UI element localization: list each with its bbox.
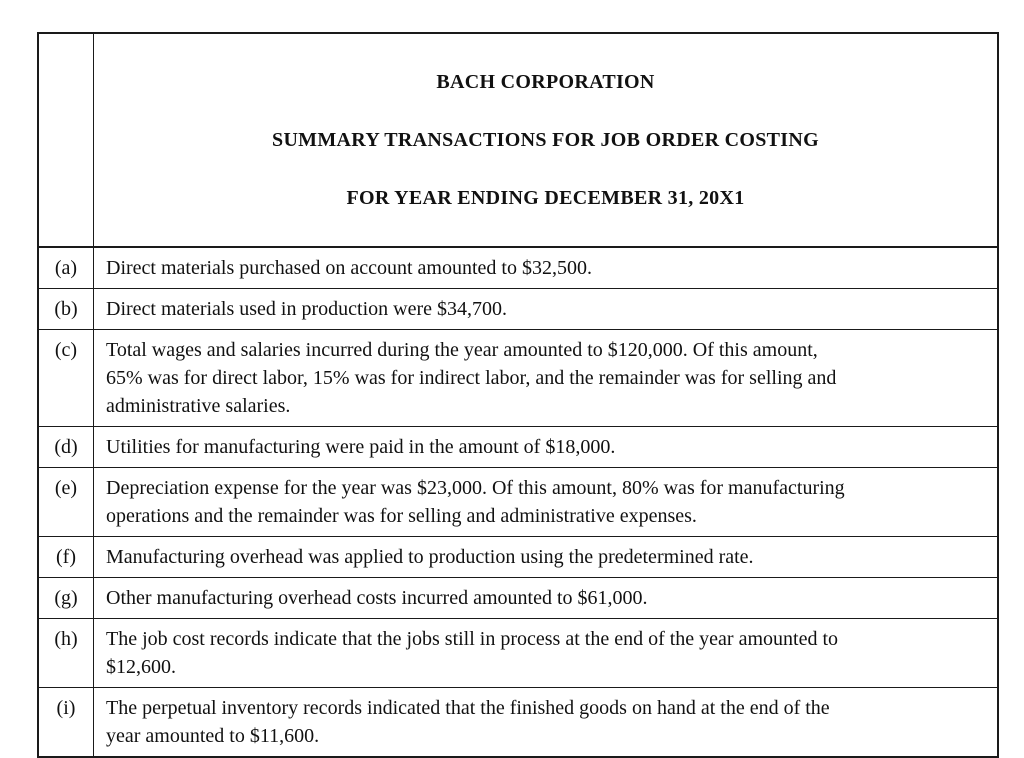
report-title: SUMMARY TRANSACTIONS FOR JOB ORDER COSTING (272, 129, 819, 151)
transaction-label: (b) (39, 289, 94, 329)
table-row (39, 467, 997, 536)
table-title (94, 34, 997, 246)
header-label-cell (39, 34, 94, 246)
table-row (39, 329, 997, 426)
transaction-label: (f) (39, 537, 94, 577)
table-row (39, 426, 997, 467)
transaction-text: Utilities for manufacturing were paid in the amount of $18,000. (106, 436, 616, 458)
report-period: FOR YEAR ENDING DECEMBER 31, 20X1 (346, 187, 745, 209)
transaction-text: The job cost records indicate that the jobs still in process at the end of the year amounted to $12,600. (106, 628, 839, 678)
transaction-label: (d) (39, 427, 94, 467)
transaction-text: Total wages and salaries incurred during the year amounted to $120,000. Of this amount, 65% was for direct labor, 15% was for indirect labor, and the remainder was for selling and administrative salaries. (106, 339, 837, 417)
transaction-text: Depreciation expense for the year was $23,000. Of this amount, 80% was for manufacturing operations and the remainder was for selling and administrative expenses. (106, 477, 845, 527)
table-row (39, 536, 997, 577)
transaction-text: Manufacturing overhead was applied to production using the predetermined rate. (106, 546, 754, 568)
table-header-row (39, 34, 997, 246)
transaction-label: (e) (39, 468, 94, 536)
transaction-label: (g) (39, 578, 94, 618)
table-row (39, 288, 997, 329)
transaction-label: (c) (39, 330, 94, 426)
table-row (39, 577, 997, 618)
company-name: BACH CORPORATION (436, 71, 655, 93)
transaction-text: Other manufacturing overhead costs incurred amounted to $61,000. (106, 587, 648, 609)
transactions-table (37, 32, 999, 758)
transaction-label: (h) (39, 619, 94, 687)
transaction-text: Direct materials purchased on account amounted to $32,500. (106, 257, 592, 279)
transaction-label: (i) (39, 688, 94, 756)
transaction-text: Direct materials used in production were $34,700. (106, 298, 507, 320)
table-row (39, 618, 997, 687)
transaction-text: The perpetual inventory records indicated that the finished goods on hand at the end of the year amounted to $11,600. (106, 697, 830, 747)
table-row (39, 687, 997, 756)
transaction-label: (a) (39, 248, 94, 288)
table-row (39, 246, 997, 288)
